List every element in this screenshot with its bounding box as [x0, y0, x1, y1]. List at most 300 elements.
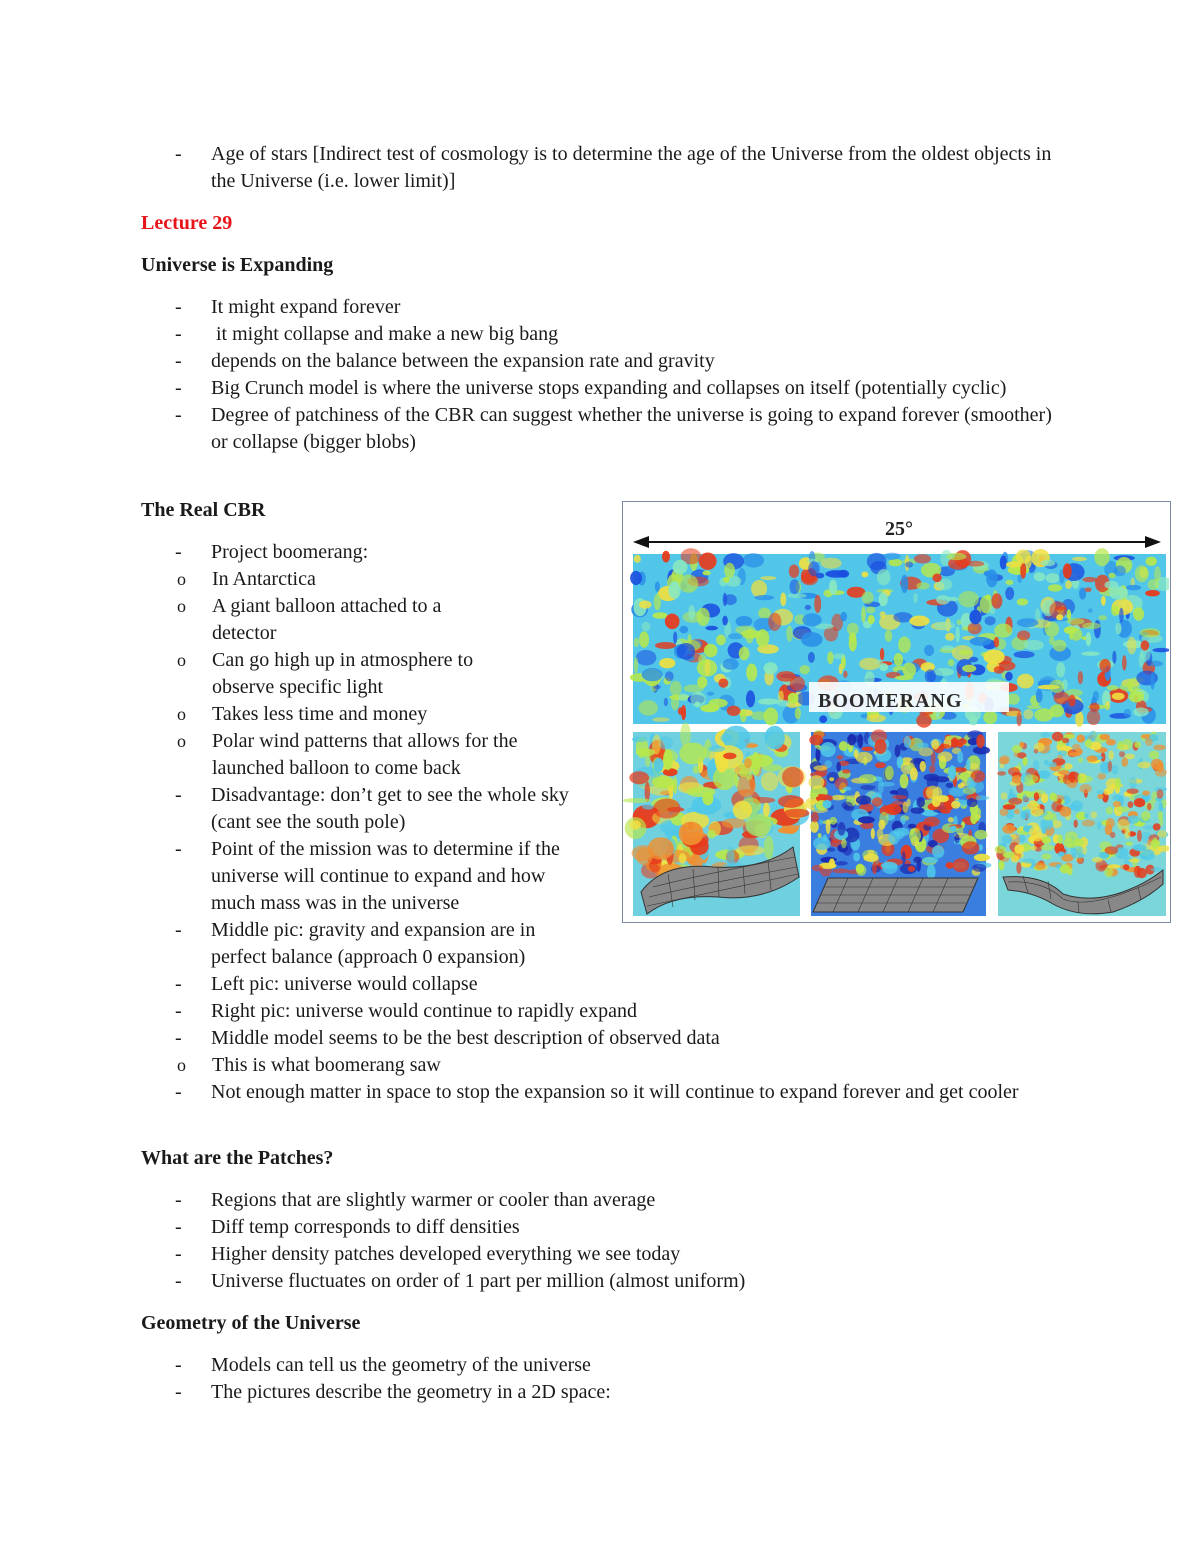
cbr-blob — [1008, 767, 1020, 776]
cbr-blob — [642, 668, 663, 681]
cbr-blob — [1147, 803, 1151, 811]
cbr-blob — [760, 576, 776, 580]
list-item — [141, 348, 1061, 375]
cbr-blob — [659, 658, 675, 668]
cbr-blob — [908, 824, 917, 829]
sub-list-item — [141, 728, 527, 782]
cbr-blob — [1078, 774, 1083, 784]
list-item-text: Higher density patches developed everything we see today — [211, 1243, 681, 1265]
cbr-blob — [841, 838, 847, 848]
cbr-blob — [800, 665, 810, 674]
cbr-blob — [832, 869, 849, 874]
cbr-blob — [916, 582, 929, 589]
dash-bullet: - — [175, 1354, 182, 1376]
sub-list-item-text: Polar wind patterns that allows for the launched balloon to come back — [212, 730, 518, 779]
cbr-blob — [810, 793, 819, 798]
cbr-blob — [1110, 832, 1116, 838]
cbr-blob — [1087, 755, 1098, 762]
cbr-blob — [1109, 586, 1128, 599]
list-item-text: depends on the balance between the expansion rate and gravity — [211, 350, 715, 372]
cbr-blob — [1128, 815, 1140, 824]
dash-bullet: - — [175, 1027, 182, 1049]
dash-bullet: - — [175, 541, 182, 563]
cbr-blob — [860, 785, 875, 790]
cbr-blob — [735, 626, 755, 635]
cbr-blob — [698, 654, 706, 666]
circle-bullet: o — [177, 596, 186, 616]
cbr-blob — [1137, 868, 1147, 878]
cbr-blob — [723, 593, 727, 607]
cbr-blob — [842, 769, 850, 773]
cbr-blob — [829, 817, 837, 825]
cbr-blob — [859, 658, 880, 670]
cbr-blob — [1124, 709, 1132, 717]
cbr-blob — [863, 854, 878, 862]
cbr-blob — [1060, 864, 1070, 873]
cbr-blob — [1105, 846, 1118, 854]
cbr-blob — [901, 762, 916, 775]
cbr-blob — [1122, 655, 1127, 671]
dash-bullet: - — [175, 1189, 182, 1211]
cbr-blob — [719, 678, 729, 687]
cbr-blob — [1083, 577, 1097, 582]
cbr-blob — [1069, 752, 1081, 756]
cbr-blob — [1100, 659, 1111, 673]
cbr-blob — [1023, 757, 1028, 766]
cbr-blob — [1125, 842, 1133, 846]
cbr-blob — [859, 774, 877, 783]
cbr-blob — [1024, 640, 1044, 650]
cbr-blob — [736, 845, 765, 855]
cbr-blob — [947, 553, 967, 561]
cbr-blob — [1041, 560, 1056, 566]
cbr-blob — [1103, 788, 1111, 795]
section-heading: Universe is Expanding — [141, 254, 334, 276]
cbr-blob — [736, 616, 753, 627]
cbr-blob — [1048, 584, 1062, 591]
cbr-blob — [1129, 777, 1136, 789]
cbr-blob — [823, 800, 832, 809]
cbr-blob — [1058, 851, 1064, 856]
cbr-blob — [681, 705, 686, 720]
cbr-blob — [654, 594, 661, 611]
cbr-blob — [1035, 862, 1046, 870]
cbr-blob — [1041, 732, 1051, 738]
arrow-head-right — [1145, 536, 1161, 548]
cbr-blob — [833, 653, 845, 659]
cbr-blob — [1014, 844, 1024, 854]
cbr-blob — [1129, 691, 1145, 702]
cbr-blob — [853, 853, 860, 862]
cbr-blob — [994, 637, 999, 648]
cbr-blob — [821, 558, 842, 569]
cbr-blob — [862, 747, 874, 751]
cbr-blob — [746, 771, 753, 780]
cbr-blob — [1062, 738, 1069, 744]
cbr-blob — [636, 748, 655, 756]
cbr-blob — [1042, 827, 1046, 835]
cbr-blob — [1150, 840, 1160, 848]
list-item-text: Not enough matter in space to stop the expansion so it will continue to expand forever and get cooler — [211, 1081, 1019, 1103]
circle-bullet: o — [177, 569, 186, 589]
cbr-blob — [929, 765, 936, 773]
list-item — [141, 836, 591, 917]
cbr-blob — [1133, 607, 1144, 621]
cbr-blob — [986, 569, 998, 587]
cbr-blob — [1107, 685, 1119, 690]
cbr-blob — [984, 650, 1005, 665]
cbr-blob — [1145, 590, 1160, 596]
cbr-blob — [927, 864, 936, 879]
cbr-blob — [722, 818, 746, 828]
cbr-blob — [876, 659, 883, 664]
sub-list-item-text: Can go high up in atmosphere to observe specific light — [212, 649, 474, 698]
cbr-blob — [1097, 794, 1103, 799]
cbr-blob — [825, 570, 847, 578]
cbr-blob — [764, 836, 774, 859]
cbr-blob — [1012, 745, 1022, 753]
cbr-blob — [932, 574, 941, 583]
cbr-blob — [706, 626, 718, 631]
cbr-blob — [911, 807, 925, 814]
dash-bullet: - — [175, 1081, 182, 1103]
list-item — [141, 1187, 1061, 1214]
cbr-blob — [1008, 798, 1022, 805]
cbr-blob — [765, 726, 785, 750]
cbr-blob — [937, 795, 949, 802]
dash-bullet: - — [175, 919, 182, 941]
cbr-blob — [923, 857, 938, 863]
cbr-blob — [1002, 824, 1015, 833]
cbr-blob — [688, 605, 695, 621]
cbr-blob — [1078, 757, 1083, 763]
cbr-blob — [1108, 761, 1113, 772]
circle-bullet: o — [177, 704, 186, 724]
cbr-blob — [709, 699, 728, 708]
cbr-blob — [744, 758, 752, 768]
cbr-blob — [1153, 823, 1161, 830]
cbr-blob — [1119, 751, 1125, 757]
cbr-blob — [708, 830, 716, 839]
boomerang-cbr-figure — [622, 501, 1171, 923]
cbr-blob — [805, 605, 811, 610]
cbr-blob — [875, 762, 886, 768]
cbr-blob — [959, 650, 971, 655]
cbr-blob — [1082, 820, 1095, 827]
cbr-blob — [704, 644, 718, 657]
cbr-blob — [925, 669, 936, 683]
list-item-text: Big Crunch model is where the universe stops expanding and collapses on itself (potentially cyclic) — [211, 377, 1007, 399]
cbr-blob — [1063, 563, 1072, 578]
cbr-blob — [1081, 652, 1099, 656]
cbr-blob — [1137, 830, 1142, 842]
cbr-blob — [1138, 762, 1151, 769]
cbr-blob — [751, 752, 760, 776]
cbr-blob — [994, 624, 1012, 638]
sub-list-item — [141, 701, 671, 728]
cbr-blob — [871, 730, 887, 744]
arrow-head-left — [633, 536, 649, 548]
cbr-blob — [861, 606, 866, 623]
list-item-text: Right pic: universe would continue to rapidly expand — [211, 1000, 638, 1022]
circle-bullet: o — [177, 1055, 186, 1075]
list-item — [141, 539, 671, 782]
cbr-blob — [1123, 864, 1129, 870]
cbr-blob — [707, 692, 714, 696]
cbr-blob — [1049, 793, 1057, 801]
list-item — [141, 1352, 1061, 1379]
dash-bullet: - — [175, 143, 182, 165]
cbr-blob — [677, 643, 696, 660]
cbr-blob — [966, 759, 971, 771]
cbr-blob — [877, 569, 891, 585]
cbr-blob — [722, 616, 728, 626]
section-heading: What are the Patches? — [141, 1147, 334, 1169]
cbr-blob — [1078, 671, 1083, 684]
cbr-blob — [1135, 565, 1149, 582]
cbr-blob — [991, 593, 1002, 608]
cbr-blob — [838, 822, 846, 836]
sub-list-item-text: A giant balloon attached to a detector — [212, 595, 442, 644]
cbr-blob — [1124, 828, 1130, 839]
sub-list-item — [141, 1052, 1061, 1079]
cbr-blob — [913, 857, 922, 864]
cbr-blob — [743, 553, 764, 567]
cbr-blob — [663, 749, 673, 770]
cbr-blob — [1157, 830, 1167, 837]
cbr-blob — [764, 662, 778, 674]
cbr-blob — [634, 555, 641, 563]
cbr-blob — [623, 798, 651, 803]
section-heading: The Real CBR — [141, 499, 266, 521]
cbr-blob — [652, 717, 669, 721]
cbr-blob — [723, 658, 739, 669]
cbr-blob — [665, 671, 674, 681]
cbr-blob — [697, 608, 710, 626]
cbr-blob — [888, 831, 899, 845]
cbr-blob — [1003, 804, 1016, 810]
list-item — [141, 294, 1061, 321]
cbr-blob — [969, 610, 981, 625]
cbr-blob — [654, 685, 661, 689]
cbr-blob — [835, 861, 848, 865]
cbr-blob — [880, 611, 886, 618]
cbr-blob — [1106, 739, 1116, 745]
cbr-blob — [1089, 703, 1099, 712]
cbr-blob — [1126, 585, 1141, 590]
section-heading: Geometry of the Universe — [141, 1312, 361, 1334]
cbr-blob — [813, 731, 826, 737]
cbr-blob — [827, 652, 833, 665]
cbr-blob — [1085, 739, 1092, 748]
cbr-blob — [823, 835, 828, 842]
cbr-blob — [970, 637, 992, 646]
cbr-blob — [889, 559, 903, 566]
cbr-blob — [680, 723, 691, 748]
list-item — [141, 1214, 1061, 1241]
section-geometry — [141, 1310, 1061, 1406]
dash-bullet: - — [175, 323, 182, 345]
cbr-blob — [948, 765, 956, 780]
cbr-blob — [1115, 782, 1119, 786]
list-item-text: Diff temp corresponds to diff densities — [211, 1216, 520, 1238]
cbr-blob — [924, 817, 940, 827]
cbr-blob — [933, 668, 954, 676]
cbr-blob — [1067, 618, 1085, 625]
cbr-blob — [820, 742, 836, 757]
list-item — [141, 321, 1061, 348]
cbr-blob — [942, 645, 954, 650]
cbr-blob — [1129, 859, 1140, 863]
list-item — [141, 1079, 1061, 1106]
cbr-blob — [1014, 809, 1020, 815]
dash-bullet: - — [175, 838, 182, 860]
cbr-blob — [827, 848, 835, 852]
cbr-blob — [1140, 628, 1161, 637]
cbr-blob — [872, 797, 883, 807]
cbr-blob — [1058, 770, 1070, 775]
cbr-blob — [813, 837, 831, 850]
cbr-blob — [951, 801, 961, 809]
dash-bullet: - — [175, 973, 182, 995]
cbr-blob — [1016, 862, 1021, 874]
cbr-blob — [1046, 573, 1060, 583]
cbr-blob — [1080, 784, 1092, 793]
cbr-blob — [673, 632, 677, 644]
cbr-blob — [898, 637, 911, 653]
cbr-blob — [629, 771, 649, 784]
sub-list-item-text: This is what boomerang saw — [212, 1054, 441, 1076]
cbr-blob — [1100, 734, 1111, 740]
cbr-blob — [697, 676, 707, 688]
cbr-blob — [1111, 605, 1119, 616]
cbr-blob — [843, 671, 847, 678]
list-item — [141, 375, 1061, 402]
cbr-blob — [727, 706, 741, 716]
top-list — [141, 141, 1061, 195]
dash-bullet: - — [175, 1216, 182, 1238]
cbr-blob — [662, 551, 670, 563]
cbr-blob — [829, 777, 834, 781]
cbr-blob — [818, 833, 822, 838]
cbr-blob — [878, 820, 885, 830]
cbr-blob — [1089, 731, 1097, 741]
cbr-blob — [1049, 636, 1055, 645]
cbr-blob — [665, 614, 680, 630]
cbr-blob — [636, 650, 657, 666]
cbr-blob — [932, 845, 944, 858]
list-item — [141, 998, 1061, 1025]
cbr-blob — [999, 757, 1008, 764]
list-item-text: Regions that are slightly warmer or cooler than average — [211, 1189, 656, 1211]
cbr-blob — [1003, 851, 1015, 858]
list-item-text: Models can tell us the geometry of the universe — [211, 1354, 591, 1376]
cbr-blob — [1107, 864, 1120, 868]
cbr-blob — [808, 652, 815, 663]
cbr-blob — [1106, 818, 1115, 828]
cbr-blob — [858, 816, 875, 823]
cbr-blob — [1086, 632, 1091, 646]
cbr-blob — [884, 553, 901, 560]
cbr-blob — [916, 797, 925, 808]
cbr-blob — [1099, 615, 1107, 620]
cbr-blob — [962, 841, 980, 854]
cbr-blob — [787, 594, 807, 599]
cbr-blob — [1063, 838, 1073, 847]
cbr-blob — [655, 642, 676, 649]
cbr-blob — [908, 866, 915, 872]
list-item-text: The pictures describe the geometry in a 2D space: — [211, 1381, 611, 1403]
cbr-blob — [1054, 692, 1070, 705]
cbr-blob — [885, 630, 892, 642]
cbr-blob — [831, 795, 844, 801]
cbr-blob — [974, 830, 987, 840]
list-item — [141, 1268, 1061, 1295]
cbr-blob — [908, 764, 913, 769]
cbr-blob — [1074, 839, 1084, 847]
cbr-blob — [1017, 630, 1030, 640]
cbr-blob — [957, 751, 963, 763]
dash-bullet: - — [175, 1381, 182, 1403]
cbr-blob — [1031, 846, 1037, 851]
cbr-blob — [728, 633, 743, 639]
cbr-blob — [1005, 672, 1013, 681]
cbr-blob — [786, 626, 792, 642]
cbr-blob — [914, 554, 931, 563]
cbr-blob — [1127, 637, 1136, 655]
cbr-blob — [880, 648, 884, 660]
cbr-blob — [885, 766, 894, 781]
cbr-blob — [1014, 651, 1035, 658]
cbr-blob — [655, 581, 660, 592]
cbr-blob — [724, 563, 735, 578]
cbr-blob — [824, 760, 832, 768]
cbr-blob — [974, 854, 990, 861]
list-item-text: Point of the mission was to determine if the universe will continue to expand and how much mass was in the universe — [211, 838, 560, 914]
cbr-blob — [872, 861, 877, 874]
cbr-blob — [903, 802, 909, 813]
cbr-blob — [756, 629, 769, 647]
cbr-blob — [1034, 792, 1039, 801]
cbr-blob — [751, 580, 767, 597]
cbr-blob — [1069, 772, 1075, 783]
dash-bullet: - — [175, 377, 182, 399]
collapse-map-left — [623, 723, 810, 916]
cbr-blob — [881, 862, 898, 870]
cbr-blob — [955, 834, 960, 844]
cbr-blob — [1017, 674, 1034, 689]
cbr-blob — [1052, 732, 1064, 742]
cbr-blob — [1064, 626, 1077, 634]
cbr-blob — [1145, 738, 1153, 746]
cbr-blob — [1117, 741, 1124, 750]
cbr-blob — [1050, 704, 1064, 717]
cbr-blob — [1022, 858, 1035, 863]
cbr-blob — [727, 846, 735, 869]
cbr-blob — [916, 714, 931, 728]
cbr-blob — [1001, 835, 1012, 844]
list-item-text: it might collapse and make a new big bang — [211, 323, 559, 345]
cbr-blob — [1033, 760, 1039, 771]
cbr-blob — [737, 775, 756, 797]
cbr-blob — [630, 571, 642, 585]
cbr-blob — [1113, 794, 1123, 802]
cbr-blob — [702, 571, 710, 576]
cbr-blob — [673, 777, 677, 795]
cbr-blob — [1025, 774, 1039, 783]
cbr-blob — [1017, 712, 1022, 726]
cbr-blob — [1091, 811, 1097, 818]
